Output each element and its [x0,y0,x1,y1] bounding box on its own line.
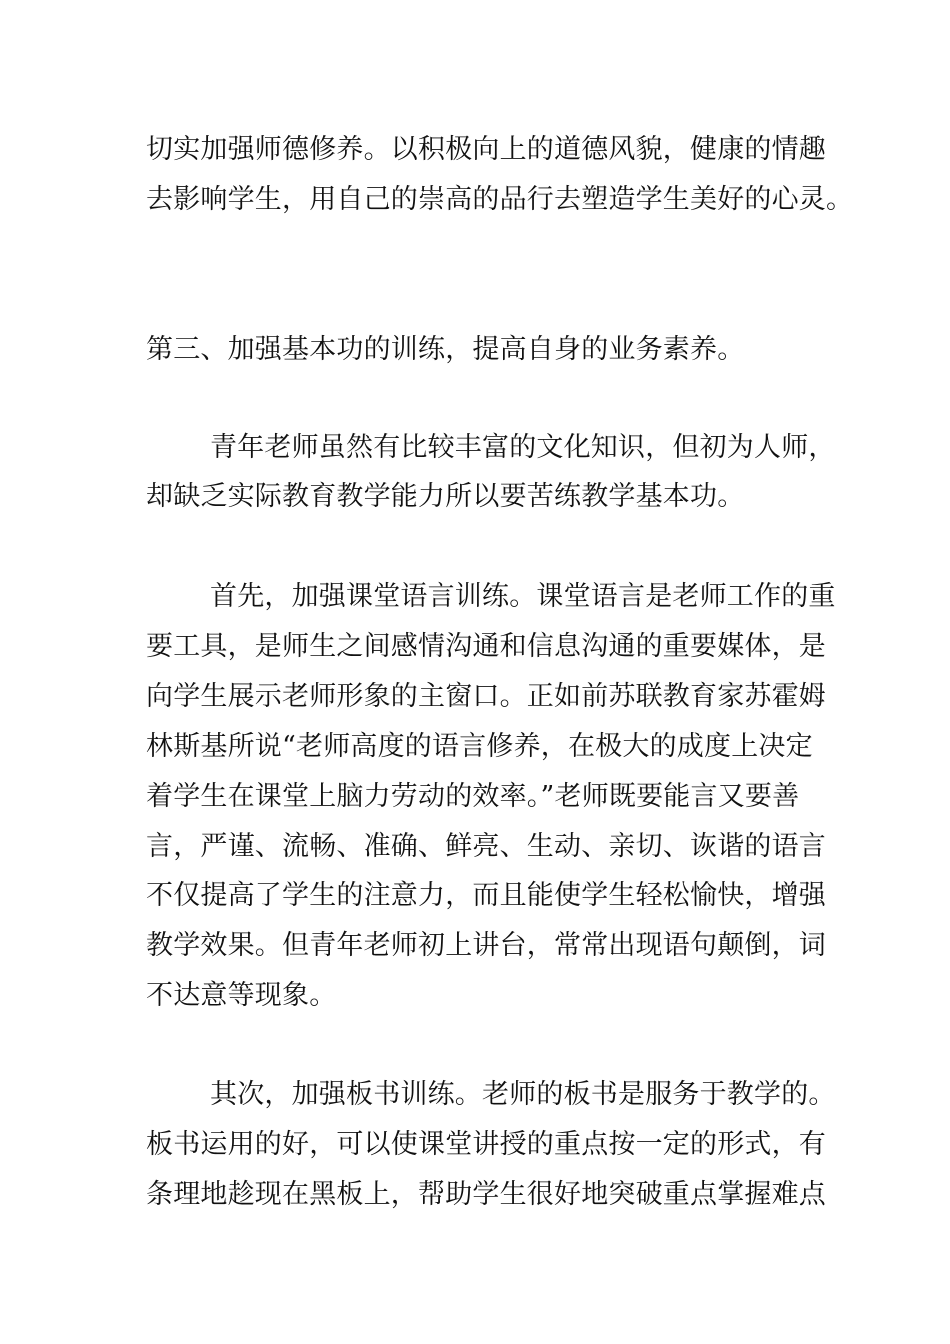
paragraph-4-line-8: 教学效果。但青年老师初上讲台，常常出现语句颠倒，词 [146,930,826,961]
paragraph-5-line-1: 其次，加强板书训练。老师的板书是服务于教学的。 [210,1079,836,1110]
paragraph-4-line-3: 向学生展示老师形象的主窗口。正如前苏联教育家苏霍姆 [146,681,826,712]
paragraph-1-line-1: 切实加强师德修养。以积极向上的道德风貌，健康的情趣 [146,134,826,165]
paragraph-3-line-1: 青年老师虽然有比较丰富的文化知识，但初为人师， [210,432,836,463]
paragraph-1-line-2: 去影响学生，用自己的崇高的品行去塑造学生美好的心灵。 [146,184,854,215]
paragraph-4-line-4: 林斯基所说“老师高度的语言修养，在极大的成度上决定 [146,731,813,762]
paragraph-3-line-2: 却缺乏实际教育教学能力所以要苦练教学基本功。 [146,481,745,512]
paragraph-4-line-1: 首先，加强课堂语言训练。课堂语言是老师工作的重 [210,581,836,612]
paragraph-4-line-7: 不仅提高了学生的注意力，而且能使学生轻松愉快，增强 [146,880,826,911]
section-heading: 第三、加强基本功的训练，提高自身的业务素养。 [146,334,745,365]
paragraph-4-line-2: 要工具，是师生之间感情沟通和信息沟通的重要媒体，是 [146,631,826,662]
paragraph-5-line-2: 板书运用的好，可以使课堂讲授的重点按一定的形式，有 [146,1129,826,1160]
paragraph-4-line-5: 着学生在课堂上脑力劳动的效率。”老师既要能言又要善 [146,781,800,812]
paragraph-4-line-6: 言，严谨、流畅、准确、鲜亮、生动、亲切、诙谐的语言 [146,831,826,862]
paragraph-4-line-9: 不达意等现象。 [146,980,337,1011]
paragraph-5-line-3: 条理地趁现在黑板上，帮助学生很好地突破重点掌握难点 [146,1179,826,1210]
